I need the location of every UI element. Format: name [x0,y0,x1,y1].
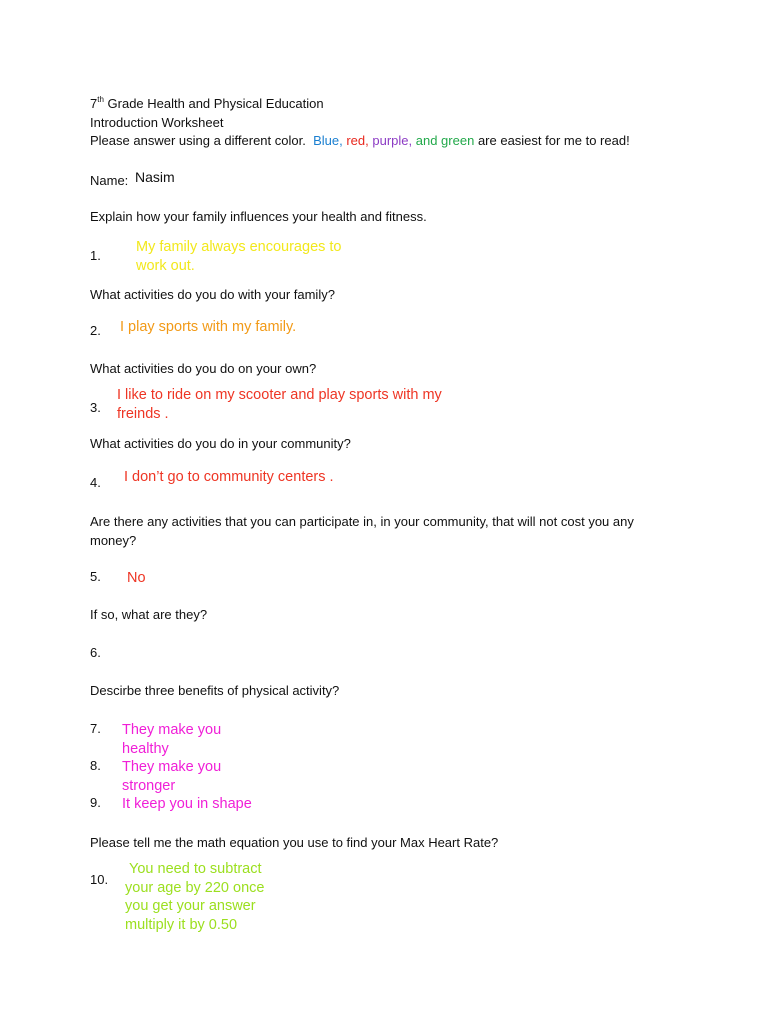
question-2-number: 2. [90,323,101,338]
color-word-green: and green [415,133,475,148]
question-4-number: 4. [90,475,101,490]
question-3-number: 3. [90,400,101,415]
question-2-prompt: What activities do you do with your family? [90,287,335,302]
color-word-purple: purple, [372,133,413,148]
question-9-number: 9. [90,795,101,810]
name-value[interactable]: Nasim [135,169,175,185]
question-8-number: 8. [90,758,101,773]
question-1-number: 1. [90,248,101,263]
question-8-answer[interactable]: They make you stronger [122,759,222,794]
question-7-prompt: Descirbe three benefits of physical activity? [90,683,340,698]
question-10-prompt: Please tell me the math equation you use to find your Max Heart Rate? [90,835,499,850]
question-1-answer[interactable]: My family always encourages to work out. [136,239,342,274]
question-6-prompt: If so, what are they? [90,607,208,622]
question-5-answer[interactable]: No [127,570,146,586]
question-10-answer[interactable]: You need to subtract your age by 220 once you get your answer multiply it by 0.50 [125,861,269,933]
question-3-answer[interactable]: I like to ride on my scooter and play sports with my freinds . [117,387,442,422]
question-1-prompt: Explain how your family influences your health and fitness. [90,209,427,224]
question-10-number: 10. [90,872,109,887]
question-4-answer[interactable]: I don’t go to community centers . [124,469,334,485]
question-2-answer[interactable]: I play sports with my family. [120,319,297,335]
question-7-answer[interactable]: They make you healthy [122,722,222,757]
color-word-blue: Blue, [313,133,343,148]
color-word-red: red, [346,133,369,148]
question-9-answer[interactable]: It keep you in shape [122,796,252,812]
question-4-prompt: What activities do you do in your community? [90,436,351,451]
question-3-prompt: What activities do you do on your own? [90,361,317,376]
question-6-number: 6. [90,645,101,660]
question-7-number: 7. [90,721,101,736]
worksheet-subtitle: Introduction Worksheet [90,115,224,130]
worksheet-title: 7th Grade Health and Physical Education [90,95,324,111]
name-label: Name: [90,173,129,188]
question-5-prompt: Are there any activities that you can participate in, in your community, that will not cost you any money? [90,514,634,548]
instructions: Please answer using a different color. Blue, red, purple, and green are easiest for me to read! [90,133,630,148]
question-5-number: 5. [90,569,101,584]
